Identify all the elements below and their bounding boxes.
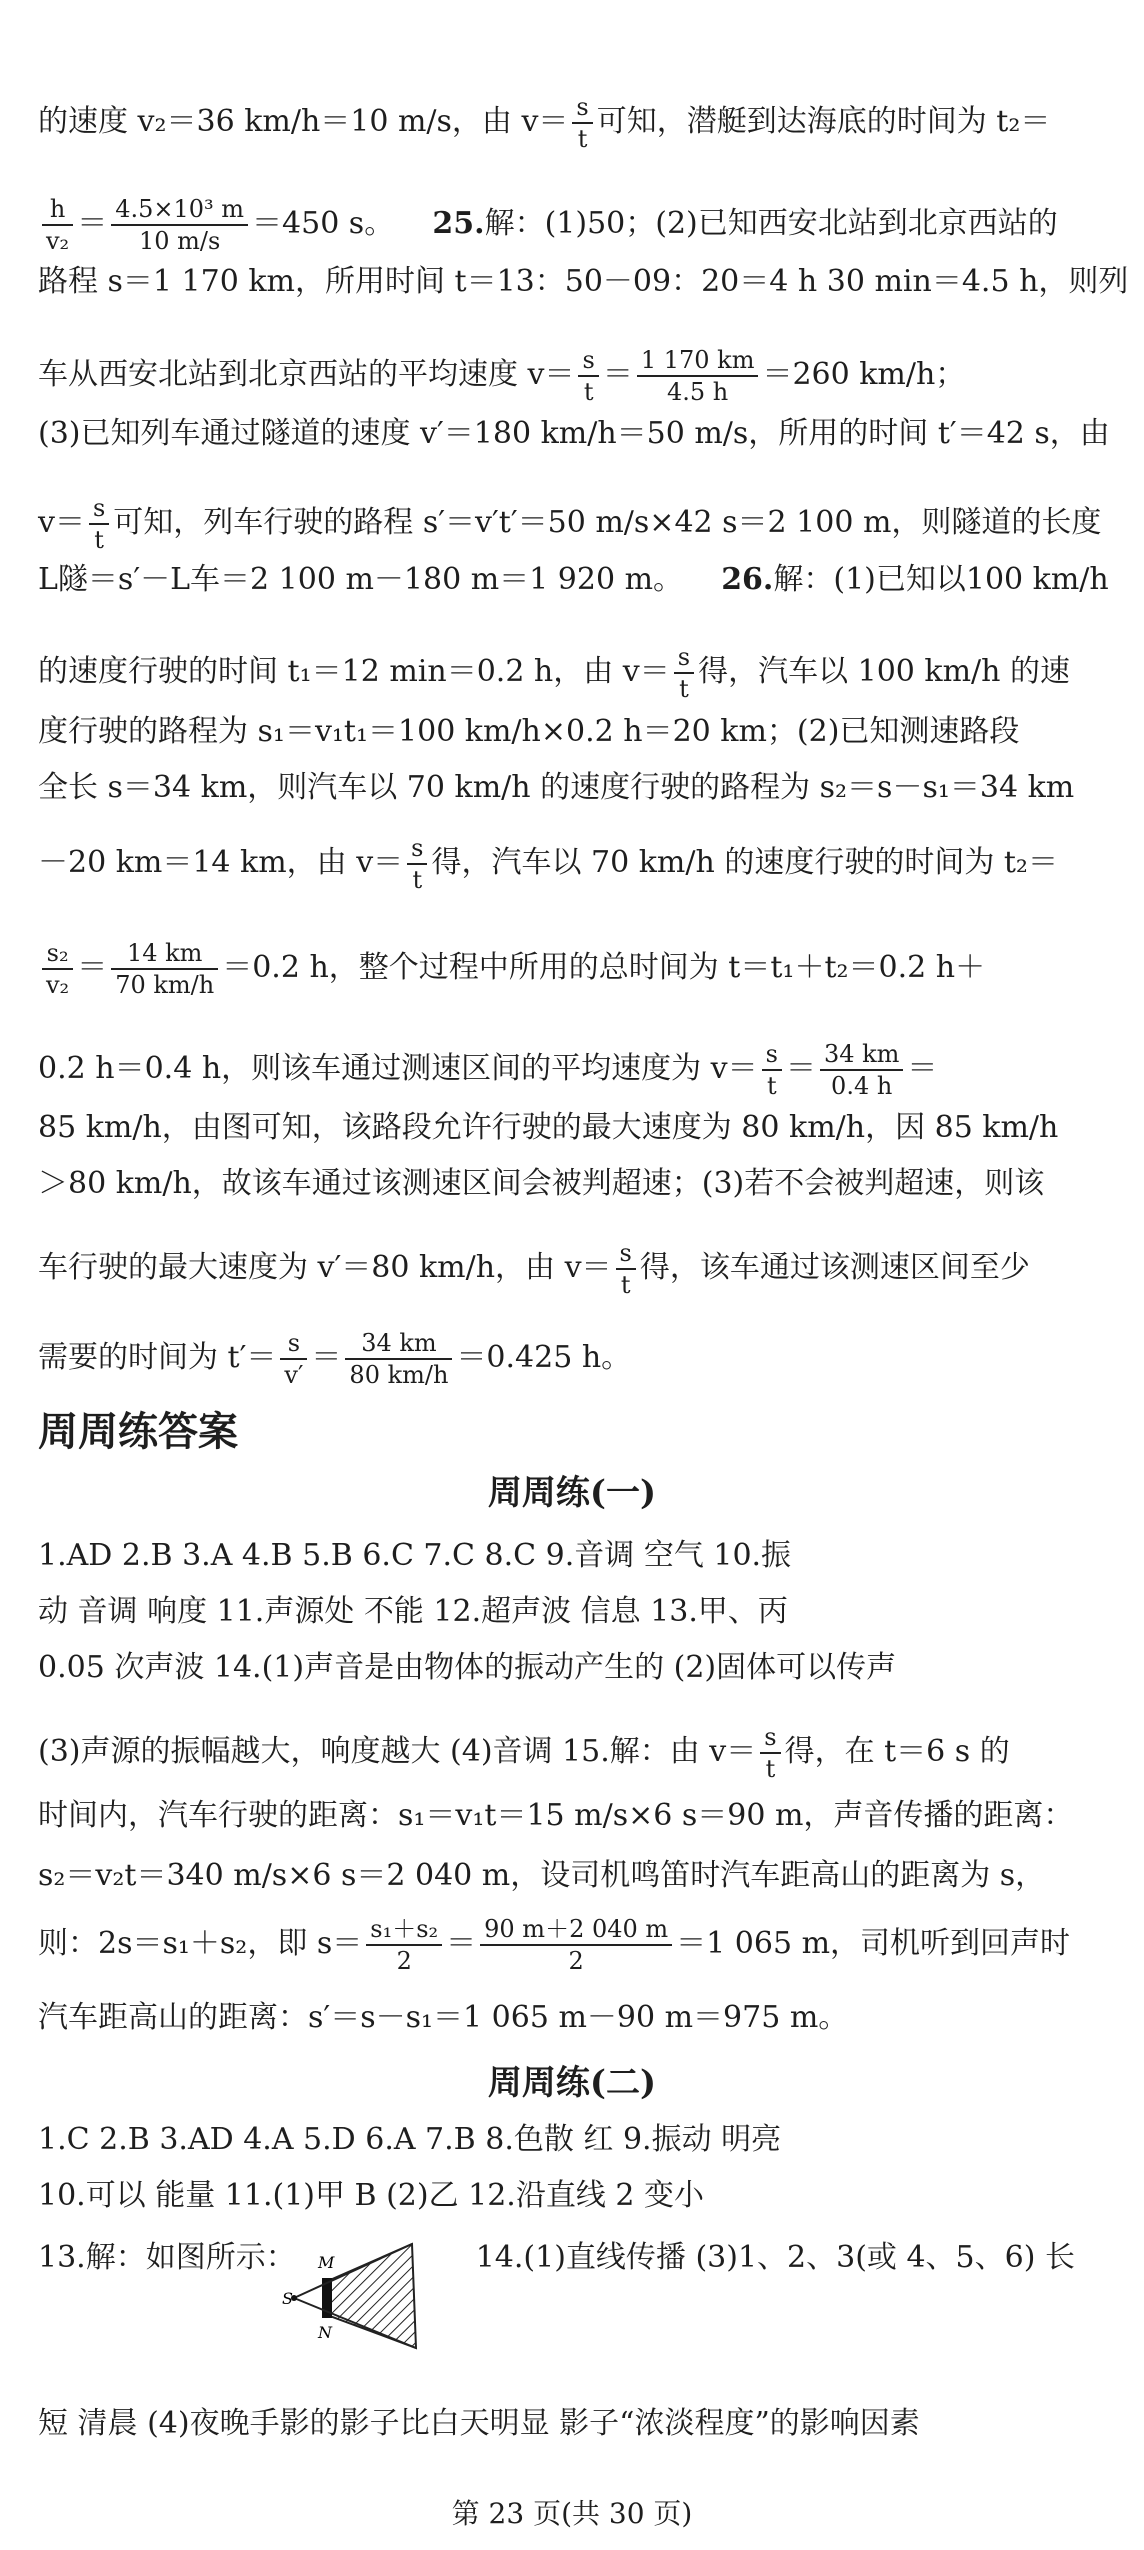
- text-line: 短 清晨 (4)夜晚手影的影子比白天明显 影子“浓淡程度”的影响因素: [38, 2406, 920, 2441]
- fraction: $\frac{s}{t}$: [572, 92, 592, 154]
- question-number: 26.: [721, 562, 774, 597]
- text-line: 1.C 2.B 3.AD 4.A 5.D 6.A 7.B 8.色散 红 9.振动 明亮: [38, 2122, 782, 2157]
- text-line: 的速度行驶的时间 t₁＝12 min＝0.2 h，由 v＝ $\frac{s}{t}$ 得，汽车以 100 km/h 的速: [38, 643, 1071, 703]
- text-line: 85 km/h，由图可知，该路段允许行驶的最大速度为 80 km/h，因 85 km/h: [38, 1110, 1059, 1145]
- text-line: (3)已知列车通过隧道的速度 v′＝180 km/h＝50 m/s，所用的时间 t′＝42 s，由: [38, 416, 1110, 451]
- text-line: L隧＝s′－L车＝2 100 m－180 m＝1 920 m。 26.解：(1)已知以100 km/h: [38, 562, 1109, 597]
- text-line: $\frac{h}{\text{v₂}}$ ＝ $\frac{\text{4.5×10³ m}}{10 m/s}$ ＝450 s。 25.解：(1)50；(2)已知西安北站到北京西站的: [38, 194, 1106, 256]
- text-line: 1.AD 2.B 3.A 4.B 5.B 6.C 7.C 8.C 9.音调 空气 10.振: [38, 1538, 792, 1573]
- fraction: $\frac{34 km}{80 km/h}$: [345, 1328, 452, 1390]
- text-line: s₂＝v₂t＝340 m/s×6 s＝2 040 m，设司机鸣笛时汽车距高山的距离为 s，: [38, 1858, 1046, 1893]
- text-line: 的速度 v₂＝36 km/h＝10 m/s，由 v＝ $\frac{s}{t}$ 可知，潜艇到达海底的时间为 t₂＝: [38, 93, 1051, 153]
- text-line: 10.可以 能量 11.(1)甲 B (2)乙 12.沿直线 2 变小: [38, 2178, 705, 2213]
- text-line: 时间内，汽车行驶的距离：s₁＝v₁t＝15 m/s×6 s＝90 m，声音传播的距离：: [38, 1798, 1074, 1833]
- fraction: $\frac{\text{s₁＋s₂}}{2}$: [366, 1914, 442, 1976]
- fraction: $\frac{\text{4.5×10³ m}}{10 m/s}$: [111, 194, 248, 256]
- text-line: 路程 s＝1 170 km，所用时间 t＝13：50－09：20＝4 h 30 min＝4.5 h，则列: [38, 264, 1129, 299]
- fraction: $\frac{s}{t}$: [407, 833, 427, 895]
- page-footer: 第 23 页(共 30 页): [451, 2497, 693, 2530]
- text-line: 度行驶的路程为 s₁＝v₁t₁＝100 km/h×0.2 h＝20 km；(2)已知测速路段: [38, 714, 1020, 749]
- fraction: $\frac{s}{v'}$: [280, 1328, 307, 1390]
- text-line: 0.05 次声波 14.(1)声音是由物体的振动产生的 (2)固体可以传声: [38, 1650, 897, 1685]
- fraction: $\frac{s}{t}$: [616, 1238, 636, 1300]
- text-line: ＞80 km/h，故该车通过该测速区间会被判超速；(3)若不会被判超速，则该: [38, 1166, 1045, 1201]
- text-line: 动 音调 响度 11.声源处 不能 12.超声波 信息 13.甲、丙: [38, 1594, 788, 1629]
- label-n: N: [318, 2323, 332, 2342]
- section-title: 周周练答案: [38, 1409, 238, 1455]
- text-line: 汽车距高山的距离：s′＝s－s₁＝1 065 m－90 m＝975 m。: [38, 2000, 849, 2035]
- text-line: (3)声源的振幅越大，响度越大 (4)音调 15.解：由 v＝ $\frac{s}{t}$ 得，在 t＝6 s 的: [38, 1723, 1010, 1783]
- fraction: $\frac{s}{t}$: [762, 1039, 782, 1101]
- week1-title: 周周练(一): [487, 1473, 657, 1513]
- week2-title: 周周练(二): [487, 2063, 657, 2103]
- text-line: 13.解：如图所示： 14.(1)直线传播 (3)1、2、3(或 4、5、6) 长: [38, 2240, 1075, 2275]
- fraction: $\frac{\text{s₂}}{\text{v₂}}$: [42, 938, 73, 1000]
- fraction: $\frac{s}{t}$: [760, 1722, 780, 1784]
- text-line: 0.2 h＝0.4 h，则该车通过测速区间的平均速度为 v＝ $\frac{s}{t}$ ＝ $\frac{34 km}{0.4 h}$ ＝: [38, 1040, 938, 1100]
- fraction: $\frac{s}{t}$: [674, 642, 694, 704]
- label-s: S: [282, 2289, 293, 2308]
- fraction: $\frac{1 170 km}{4.5 h}$: [637, 345, 759, 407]
- text-line: $\frac{\text{s₂}}{\text{v₂}}$ ＝ $\frac{14 km}{70 km/h}$ ＝0.2 h，整个过程中所用的总时间为 t＝t₁＋t₂＝0.2 h＋: [38, 938, 1106, 1000]
- label-m: M: [318, 2253, 335, 2272]
- text-line: 全长 s＝34 km，则汽车以 70 km/h 的速度行驶的路程为 s₂＝s－s₁＝34 km: [38, 770, 1075, 805]
- fraction: $\frac{14 km}{70 km/h}$: [111, 938, 218, 1000]
- fraction: $\frac{90 m+2 040 m}{2}$: [480, 1914, 672, 1976]
- fraction: $\frac{s}{t}$: [89, 493, 109, 555]
- text-line: －20 km＝14 km，由 v＝ $\frac{s}{t}$ 得，汽车以 70 km/h 的速度行驶的时间为 t₂＝: [38, 834, 1058, 894]
- text-line: 则：2s＝s₁＋s₂，即 s＝ $\frac{\text{s₁＋s₂}}{2}$ ＝ $\frac{90 m+2 040 m}{2}$ ＝1 065 m，司机听到回声时: [38, 1915, 1071, 1975]
- fraction: $\frac{h}{\text{v₂}}$: [42, 194, 73, 256]
- fraction: $\frac{34 km}{0.4 h}$: [820, 1039, 903, 1101]
- question-number: 25.: [432, 206, 485, 241]
- text-line: 车行驶的最大速度为 v′＝80 km/h，由 v＝ $\frac{s}{t}$ 得，该车通过该测速区间至少: [38, 1239, 1030, 1299]
- text-line: v＝ $\frac{s}{t}$ 可知，列车行驶的路程 s′＝v′t′＝50 m/s×42 s＝2 100 m，则隧道的长度: [38, 494, 1102, 554]
- shadow-diagram: [282, 2238, 422, 2358]
- text-line: 车从西安北站到北京西站的平均速度 v＝ $\frac{s}{t}$ ＝ $\frac{1 170 km}{4.5 h}$ ＝260 km/h；: [38, 346, 966, 406]
- text-line: 需要的时间为 t′＝ $\frac{s}{v'}$ ＝ $\frac{34 km}{80 km/h}$ ＝0.425 h。: [38, 1329, 632, 1389]
- fraction: $\frac{s}{t}$: [578, 345, 598, 407]
